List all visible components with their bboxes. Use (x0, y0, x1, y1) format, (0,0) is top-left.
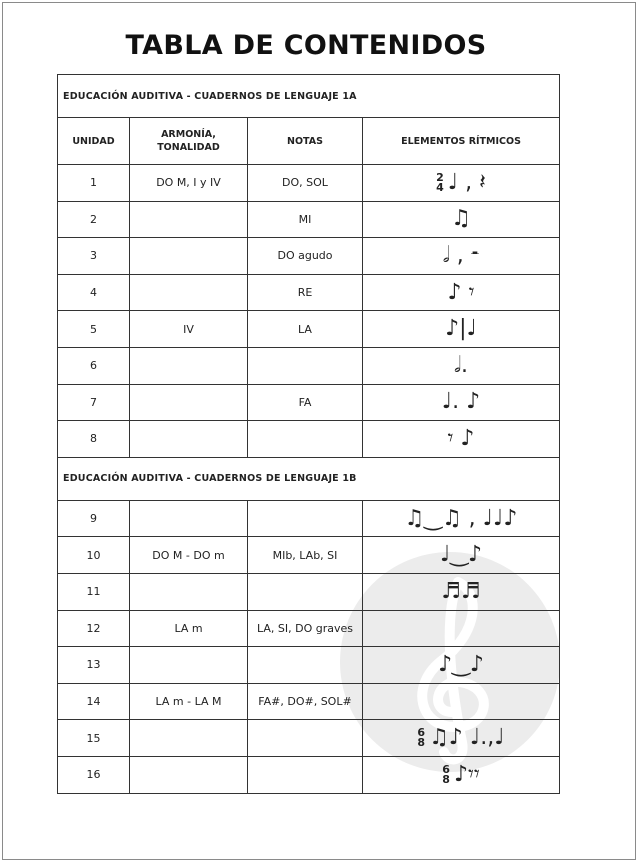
column-header (248, 118, 363, 165)
column-header-row (58, 118, 560, 165)
rhythm-notation: ♫ (451, 206, 471, 232)
armonia-cell: DO M - DO m (130, 537, 248, 574)
unidad-cell: 3 (58, 238, 130, 275)
notas-cell: LA (248, 311, 363, 348)
armonia-cell (130, 720, 248, 757)
rhythm-cell (363, 384, 560, 421)
rhythm-cell (363, 165, 560, 202)
unidad-cell: 5 (58, 311, 130, 348)
rhythm-cell (363, 201, 560, 238)
rhythm-cell (363, 537, 560, 574)
notas-cell (248, 421, 363, 458)
armonia-cell (130, 421, 248, 458)
unidad-cell: 1 (58, 165, 130, 202)
armonia-cell (130, 201, 248, 238)
time-signature (436, 170, 444, 194)
rhythm-cell (363, 683, 560, 720)
rhythm-cell (363, 347, 560, 384)
time-signature-number: 2 (436, 170, 444, 184)
contents-table (57, 74, 560, 794)
rhythm-cell (363, 274, 560, 311)
armonia-cell: LA m - LA M (130, 683, 248, 720)
unidad-cell: 10 (58, 537, 130, 574)
unidad-cell: 15 (58, 720, 130, 757)
rhythm-notation: ♪‿♪ (438, 651, 484, 677)
armonia-cell: IV (130, 311, 248, 348)
notas-cell (248, 647, 363, 684)
table-row (58, 384, 560, 421)
section-header-row (58, 75, 560, 118)
column-header-line: NOTAS (287, 135, 323, 147)
rhythm-notation: ♫‿♫ , ♩♩♪ (404, 505, 518, 531)
armonia-cell (130, 756, 248, 793)
rhythm-notation: ♪|♩ (445, 316, 477, 342)
notas-cell: DO, SOL (248, 165, 363, 202)
armonia-cell: LA m (130, 610, 248, 647)
armonia-cell (130, 238, 248, 275)
notas-cell (248, 500, 363, 537)
unidad-cell: 7 (58, 384, 130, 421)
table-row (58, 537, 560, 574)
table-row (58, 683, 560, 720)
table-row (58, 500, 560, 537)
column-header-line: ARMONÍA, (161, 129, 216, 140)
rhythm-notation: ♪𝄾𝄾 (453, 761, 480, 787)
rhythm-cell (363, 610, 560, 647)
time-signature-number: 6 (442, 762, 450, 776)
armonia-cell (130, 384, 248, 421)
unidad-cell: 4 (58, 274, 130, 311)
rhythm-notation: ♩. ♪ (441, 389, 481, 415)
table-row (58, 756, 560, 793)
rhythm-cell (363, 647, 560, 684)
armonia-cell (130, 500, 248, 537)
rhythm-cell (363, 573, 560, 610)
table-row (58, 720, 560, 757)
unidad-cell: 8 (58, 421, 130, 458)
column-header (130, 118, 248, 165)
unidad-cell: 2 (58, 201, 130, 238)
rhythm-notation: ♬♬ (441, 578, 481, 604)
notas-cell (248, 720, 363, 757)
rhythm-notation: ♩ , 𝄽 (447, 169, 486, 195)
rhythm-cell (363, 500, 560, 537)
notas-cell: RE (248, 274, 363, 311)
notas-cell: MI (248, 201, 363, 238)
rhythm-notation: 𝅗𝅥. (454, 352, 468, 378)
unidad-cell: 16 (58, 756, 130, 793)
notas-cell (248, 573, 363, 610)
rhythm-notation: ♩‿♪ (439, 542, 483, 568)
armonia-cell (130, 274, 248, 311)
armonia-cell (130, 347, 248, 384)
notas-cell: MIb, LAb, SI (248, 537, 363, 574)
time-signature-number: 4 (436, 180, 444, 194)
page-title: TABLA DE CONTENIDOS (125, 30, 487, 61)
time-signature (442, 762, 450, 786)
column-header-line: UNIDAD (72, 135, 115, 147)
armonia-cell (130, 573, 248, 610)
time-signature-number: 8 (417, 736, 426, 750)
column-header (363, 118, 560, 165)
unidad-cell: 9 (58, 500, 130, 537)
column-header-line: TONALIDAD (157, 142, 220, 153)
table-row (58, 201, 560, 238)
armonia-cell: DO M, I y IV (130, 165, 248, 202)
unidad-cell: 11 (58, 573, 130, 610)
time-signature (417, 728, 425, 748)
table-row (58, 421, 560, 458)
section-header-row (58, 457, 560, 500)
table-row (58, 610, 560, 647)
table-row (58, 274, 560, 311)
section-heading: EDUCACIÓN AUDITIVA - CUADERNOS DE LENGUAJE 1B (58, 457, 560, 500)
rhythm-cell (363, 421, 560, 458)
unidad-cell: 6 (58, 347, 130, 384)
notas-cell (248, 756, 363, 793)
notas-cell: FA#, DO#, SOL# (248, 683, 363, 720)
notas-cell: FA (248, 384, 363, 421)
unidad-cell: 12 (58, 610, 130, 647)
rhythm-cell (363, 311, 560, 348)
rhythm-cell (363, 238, 560, 275)
rhythm-notation: ♫♪ ♩.,♩ (429, 725, 505, 751)
rhythm-cell (363, 756, 560, 793)
section-heading: EDUCACIÓN AUDITIVA - CUADERNOS DE LENGUAJE 1A (58, 75, 560, 118)
rhythm-cell (363, 720, 560, 757)
unidad-cell: 13 (58, 647, 130, 684)
column-header (58, 118, 130, 165)
time-signature-number: 8 (442, 772, 450, 786)
time-signature-number: 6 (417, 726, 426, 740)
table-row (58, 347, 560, 384)
rhythm-notation: ♪ 𝄾 (447, 279, 475, 305)
unidad-cell: 14 (58, 683, 130, 720)
table-body (58, 75, 560, 794)
table-row (58, 165, 560, 202)
notas-cell: LA, SI, DO graves (248, 610, 363, 647)
rhythm-notation: 𝅗𝅥 , 𝄼 (442, 242, 480, 268)
table-row (58, 238, 560, 275)
armonia-cell (130, 647, 248, 684)
table-row (58, 311, 560, 348)
table-row (58, 573, 560, 610)
rhythm-notation: 𝄾 ♪ (447, 425, 475, 451)
column-header-line: ELEMENTOS RÍTMICOS (401, 135, 521, 147)
table-row (58, 647, 560, 684)
notas-cell: DO agudo (248, 238, 363, 275)
notas-cell (248, 347, 363, 384)
